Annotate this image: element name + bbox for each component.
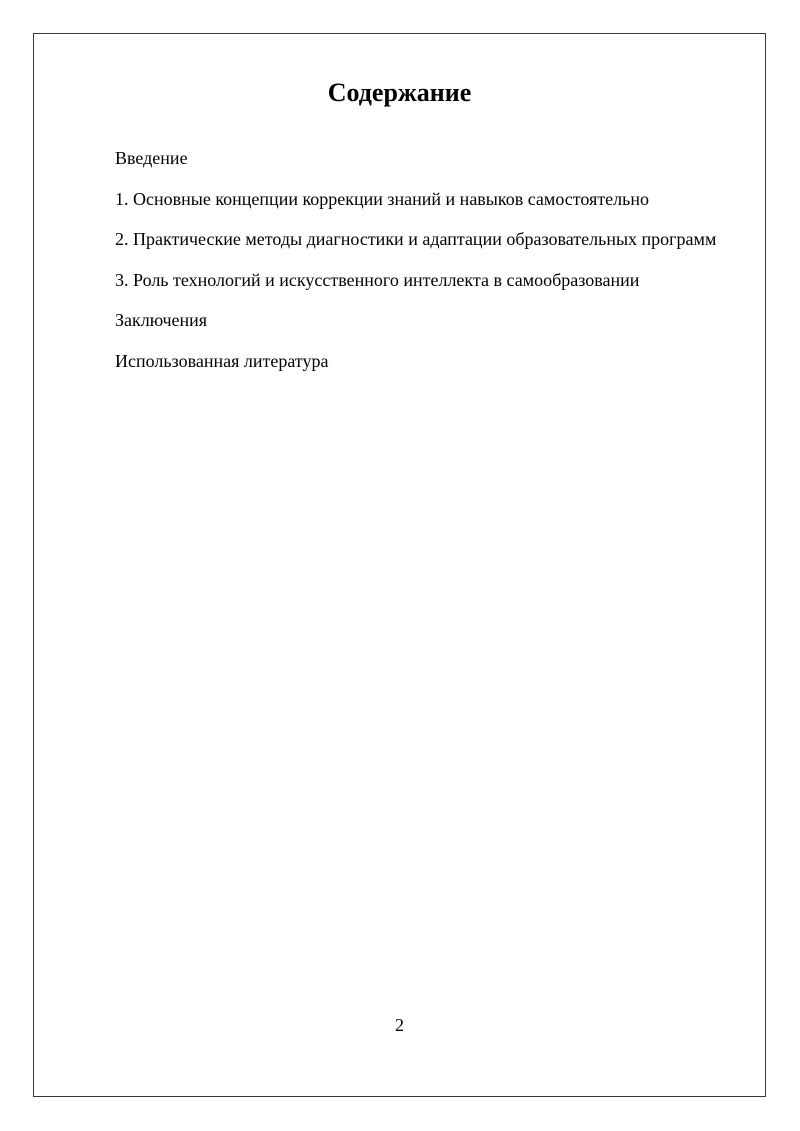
page-title: Содержание xyxy=(327,78,472,107)
page-number: 2 xyxy=(395,1015,404,1035)
toc-item-references: Использованная литература xyxy=(115,350,329,371)
toc-item-chapter-3: 3. Роль технологий и искусственного интеллекта в самообразовании xyxy=(115,269,640,290)
toc-item-chapter-1: 1. Основные концепции коррекции знаний и навыков самостоятельно xyxy=(115,188,649,209)
table-of-contents xyxy=(115,147,716,390)
toc-item-conclusion: Заключения xyxy=(115,310,208,330)
document-page xyxy=(33,33,766,1097)
toc-item-chapter-2: 2. Практические методы диагностики и адаптации образовательных программ xyxy=(115,229,717,249)
toc-item-introduction: Введение xyxy=(115,148,188,168)
